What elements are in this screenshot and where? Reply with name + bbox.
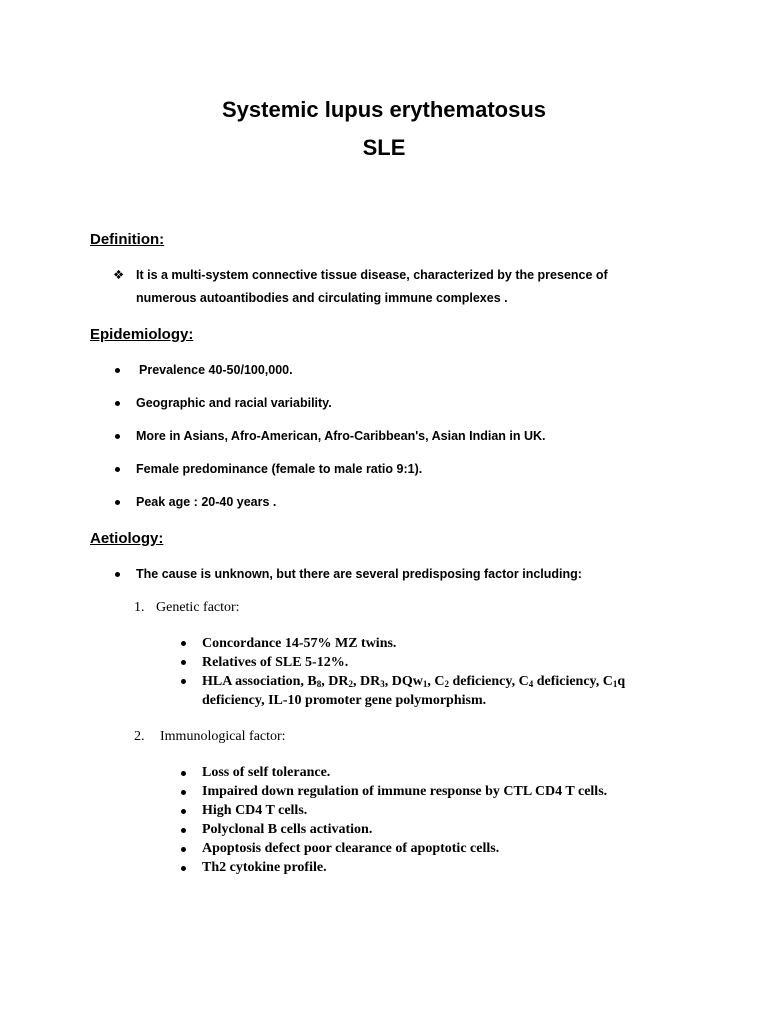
bullet-dot-icon xyxy=(181,660,186,665)
bullet-dot-icon xyxy=(181,828,186,833)
epidemiology-item: Female predominance (female to male ratio 9:1). xyxy=(136,462,423,476)
aetiology-intro: The cause is unknown, but there are several predisposing factor including: xyxy=(136,567,582,581)
definition-text-line1: It is a multi-system connective tissue disease, characterized by the presence of xyxy=(136,268,608,282)
bullet-dot-icon xyxy=(115,572,120,577)
immunological-number: 2. xyxy=(134,729,145,744)
bullet-dot-icon xyxy=(181,679,186,684)
bullet-dot-icon xyxy=(115,401,120,406)
immunological-item: Loss of self tolerance. xyxy=(202,765,331,780)
definition-text-line2: numerous autoantibodies and circulating immune complexes . xyxy=(136,291,508,305)
genetic-item-hla xyxy=(202,673,625,691)
hla-subscript: 2 xyxy=(348,679,353,689)
genetic-item: Concordance 14-57% MZ twins. xyxy=(202,636,397,651)
bullet-dot-icon xyxy=(181,641,186,646)
immunological-item: High CD4 T cells. xyxy=(202,803,308,818)
genetic-number: 1. xyxy=(134,600,145,615)
genetic-factor-label: Genetic factor: xyxy=(156,600,240,615)
bullet-dot-icon xyxy=(181,771,186,776)
epidemiology-item: More in Asians, Afro-American, Afro-Caribbean's, Asian Indian in UK. xyxy=(136,429,546,443)
genetic-item-hla-line2: deficiency, IL-10 promoter gene polymorphism. xyxy=(202,693,487,708)
immunological-item: Th2 cytokine profile. xyxy=(202,860,327,875)
hla-subscript: 1 xyxy=(612,679,618,689)
hla-subscript: 3 xyxy=(380,679,385,689)
epidemiology-item: Peak age : 20-40 years . xyxy=(136,495,277,509)
aetiology-heading: Aetiology: xyxy=(90,530,164,547)
hla-subscript: 4 xyxy=(528,679,534,689)
document-subtitle: SLE xyxy=(362,135,406,160)
diamond-bullet-icon: ❖ xyxy=(113,268,125,282)
immunological-item: Apoptosis defect poor clearance of apoptotic cells. xyxy=(202,841,500,856)
hla-text: deficiency, C xyxy=(448,674,529,689)
bullet-dot-icon xyxy=(115,434,120,439)
hla-text: deficiency, C xyxy=(533,674,613,689)
bullet-dot-icon xyxy=(181,809,186,814)
document-title: Systemic lupus erythematosus xyxy=(221,97,546,122)
genetic-item: Relatives of SLE 5-12%. xyxy=(202,655,349,670)
epidemiology-item: Prevalence 40-50/100,000. xyxy=(139,363,293,377)
bullet-dot-icon xyxy=(181,790,186,795)
hla-text: , DR xyxy=(321,674,349,689)
hla-text: , DR xyxy=(352,674,381,689)
bullet-dot-icon xyxy=(181,866,186,871)
bullet-dot-icon xyxy=(115,368,120,373)
hla-subscript: 2 xyxy=(444,679,449,689)
bullet-dot-icon xyxy=(181,847,186,852)
hla-text: , DQw xyxy=(384,674,423,689)
hla-text: q xyxy=(617,674,626,689)
hla-text: , C xyxy=(427,674,445,689)
immunological-item: Polyclonal B cells activation. xyxy=(202,822,373,837)
epidemiology-item: Geographic and racial variability. xyxy=(136,396,332,410)
bullet-dot-icon xyxy=(115,500,120,505)
immunological-item: Impaired down regulation of immune response by CTL CD4 T cells. xyxy=(202,784,608,799)
epidemiology-heading: Epidemiology: xyxy=(90,326,194,343)
hla-subscript: 1 xyxy=(422,679,428,689)
immunological-factor-label: Immunological factor: xyxy=(160,729,286,744)
hla-text: HLA association, B xyxy=(202,674,317,689)
definition-heading: Definition: xyxy=(90,231,165,248)
hla-subscript: 8 xyxy=(316,679,322,689)
bullet-dot-icon xyxy=(115,467,120,472)
